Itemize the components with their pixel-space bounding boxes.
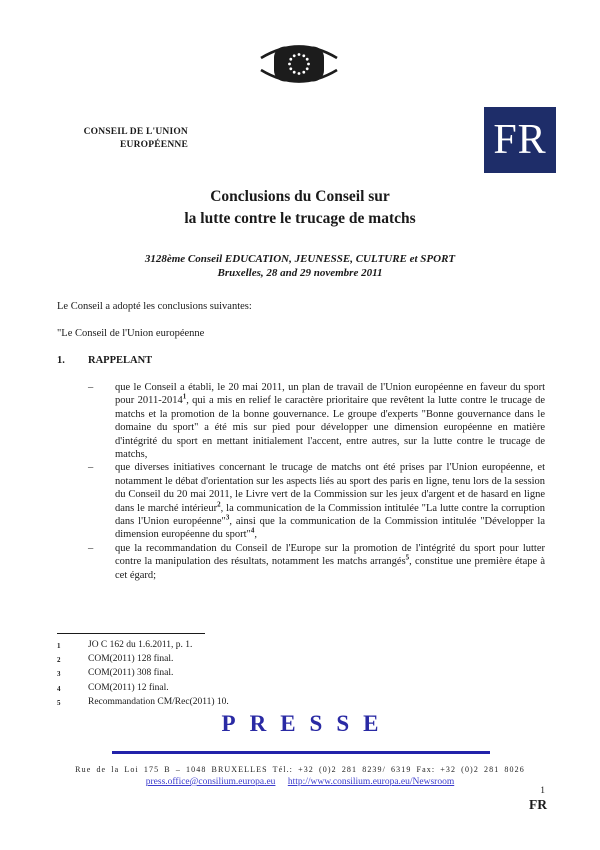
footnote-number: 3 xyxy=(57,670,61,679)
text-segment: que diverses initiatives concernant le trucage de matchs ont été prises par l'Union européenne, et notamment le débat d'orientation sur les aspects liés au sport des paris en ligne, tenu lors de la session du Conseil du 20 mai 2011, le Livre vert de la Commission sur les jeux d'argent et de hasard en ligne dans le marché intérieur xyxy=(115,462,545,514)
footnote xyxy=(57,696,545,710)
section-number: 1. xyxy=(57,355,65,366)
footnote-text: COM(2011) 308 final. xyxy=(88,668,174,679)
footnote-list xyxy=(57,639,545,710)
presse-divider-rule xyxy=(112,751,490,754)
footnote-ref-2: 2 xyxy=(217,500,221,509)
institution-line1: CONSEIL DE L'UNION xyxy=(83,127,188,137)
footer-links xyxy=(0,777,600,787)
footnote-text: COM(2011) 12 final. xyxy=(88,682,169,693)
dash-bullet-icon: – xyxy=(88,462,94,474)
footnote-number: 1 xyxy=(57,642,61,650)
footnote-text: Recommandation CM/Rec(2011) 10. xyxy=(88,696,229,707)
footnote-text: COM(2011) 128 final. xyxy=(88,654,174,665)
footnote-text: JO C 162 du 1.6.2011, p. 1. xyxy=(88,640,193,650)
bullet-list xyxy=(88,381,545,582)
council-eu-logo-icon xyxy=(258,42,340,88)
document-subtitle xyxy=(0,252,600,280)
institution-line2: EUROPÉENNE xyxy=(120,139,188,150)
footnote-ref-3: 3 xyxy=(225,513,230,522)
language-badge xyxy=(484,107,556,173)
footer-address: Rue de la Loi 175 B – 1048 BRUXELLES Tél.: +32 (0)2 281 8239/ 6319 Fax: +32 (0)2 281 8026 xyxy=(75,765,525,774)
list-item-text xyxy=(115,542,545,582)
footnote-ref-5: 5 xyxy=(405,553,410,562)
dash-bullet-icon: – xyxy=(88,542,94,554)
footnote-number: 5 xyxy=(57,698,61,707)
presse-banner: PRESSE xyxy=(221,711,393,736)
institution-name xyxy=(58,126,188,151)
dash-bullet-icon: – xyxy=(88,382,94,393)
title-line1: Conclusions du Conseil sur xyxy=(210,188,390,205)
footnote-separator xyxy=(57,633,205,634)
section-title: RAPPELANT xyxy=(88,355,153,366)
title-line2: la lutte contre le trucage de matchs xyxy=(184,210,416,227)
section-heading-1 xyxy=(57,355,545,366)
footnote xyxy=(57,682,545,696)
footnote xyxy=(57,639,545,653)
language-badge-label: FR xyxy=(493,117,547,163)
footnote-number: 4 xyxy=(57,684,61,693)
text-segment: que la recommandation du Conseil de l'Europe sur la promotion de l'intégrité du sport pour lutter contre la manipulation des résultats, notamment les matchs arrangés xyxy=(115,542,545,568)
text-segment: , constitue une première étape à cet égard; xyxy=(115,556,545,581)
list-item xyxy=(88,461,545,541)
intro-paragraph-2: "Le Conseil de l'Union européenne xyxy=(57,328,205,339)
page-language-code: FR xyxy=(529,797,547,812)
press-office-email-link[interactable]: press.office@consilium.europa.eu xyxy=(145,777,276,787)
text-segment: , ainsi que la communication de la Commission intitulée "Développer la dimension européenne du sport" xyxy=(115,516,545,541)
footnote xyxy=(57,653,545,667)
text-segment: , la communication de la Commission intitulée "La lutte contre la corruption dans l'Union européenne" xyxy=(115,502,545,528)
document-title xyxy=(0,186,600,230)
intro-paragraph-1: Le Conseil a adopté les conclusions suivantes: xyxy=(57,301,252,312)
subtitle-line2: Bruxelles, 28 and 29 novembre 2011 xyxy=(217,267,383,279)
page-number: 1 xyxy=(540,786,545,796)
list-item xyxy=(88,381,545,461)
text-segment: , xyxy=(254,529,257,541)
list-item-text xyxy=(115,461,545,541)
newsroom-website-link[interactable]: http://www.consilium.europa.eu/Newsroom xyxy=(287,777,455,787)
footnote-number: 2 xyxy=(57,656,61,665)
text-segment: , qui a mis en relief le caractère prioritaire que revêtent la lutte contre le trucage de matchs et la promotion de la bonne gouvernance. Le groupe d'experts "Bonne gouvernance dans le domaine du sport" a été mis sur pied pour développer une dimension européenne en matière d'intégrité du sport en mettant initialement l'accent, entre autres, sur la lutte contre le trucage de matchs, xyxy=(115,395,545,461)
footnote-ref-1: 1 xyxy=(182,392,187,401)
list-item xyxy=(88,542,545,582)
footnote-ref-4: 4 xyxy=(250,526,255,535)
list-item-text xyxy=(115,381,545,461)
subtitle-line1: 3128ème Conseil EDUCATION, JEUNESSE, CULTURE et SPORT xyxy=(144,253,456,265)
text-segment: que le Conseil a établi, le 20 mai 2011, un plan de travail de l'Union européenne en faveur du sport pour 2011-2014 xyxy=(115,382,545,407)
footnote xyxy=(57,667,545,681)
